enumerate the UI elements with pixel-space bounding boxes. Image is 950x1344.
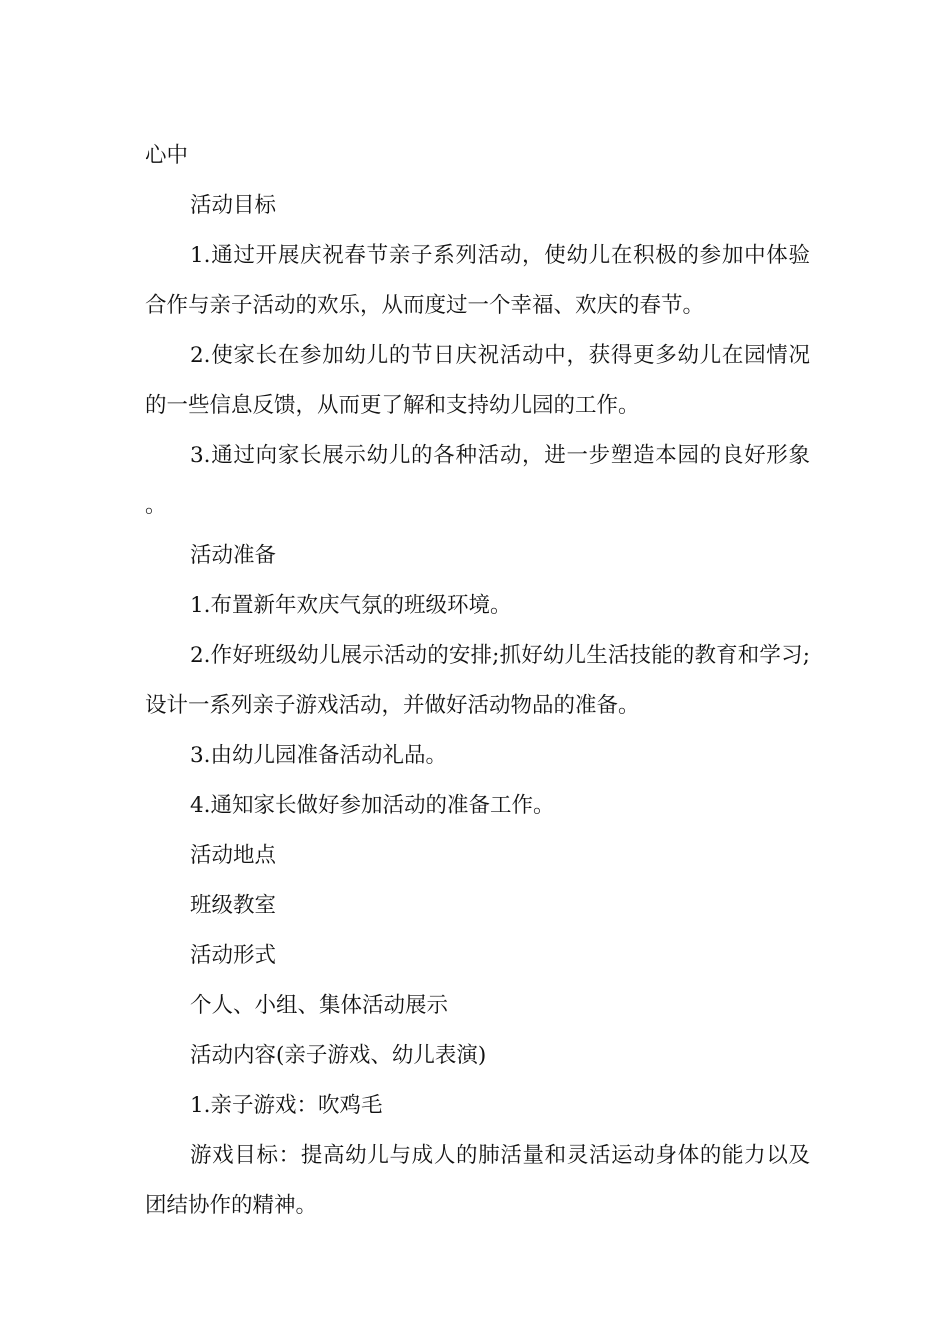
paragraph: 4.通知家长做好参加活动的准备工作。 — [190, 793, 555, 818]
section-heading-format: 活动形式 — [190, 943, 277, 968]
paragraph: 3.由幼儿园准备活动礼品。 — [190, 743, 448, 768]
paragraph: 1.亲子游戏：吹鸡毛 — [190, 1093, 383, 1118]
paragraph: 2.作好班级幼儿展示活动的安排;抓好幼儿生活技能的教育和学习;设计一系列亲子游戏活动，并做好活动物品的准备。 — [145, 643, 810, 718]
document-body — [145, 131, 810, 1231]
paragraph: 3.通过向家长展示幼儿的各种活动，进一步塑造本园的良好形象。 — [145, 443, 810, 518]
paragraph: 心中 — [145, 143, 189, 168]
paragraph: 1.布置新年欢庆气氛的班级环境。 — [190, 593, 512, 618]
paragraph: 游戏目标：提高幼儿与成人的肺活量和灵活运动身体的能力以及团结协作的精神。 — [145, 1143, 810, 1218]
paragraph: 1.通过开展庆祝春节亲子系列活动，使幼儿在积极的参加中体验合作与亲子活动的欢乐，从而度过一个幸福、欢庆的春节。 — [145, 243, 810, 318]
paragraph: 班级教室 — [190, 893, 277, 918]
section-heading-preparation: 活动准备 — [190, 543, 277, 568]
section-heading-content: 活动内容(亲子游戏、幼儿表演) — [190, 1043, 487, 1068]
paragraph: 个人、小组、集体活动展示 — [190, 993, 449, 1018]
section-heading-goals: 活动目标 — [190, 193, 277, 218]
section-heading-location: 活动地点 — [190, 843, 277, 868]
paragraph: 2.使家长在参加幼儿的节日庆祝活动中，获得更多幼儿在园情况的一些信息反馈，从而更了解和支持幼儿园的工作。 — [145, 343, 810, 418]
